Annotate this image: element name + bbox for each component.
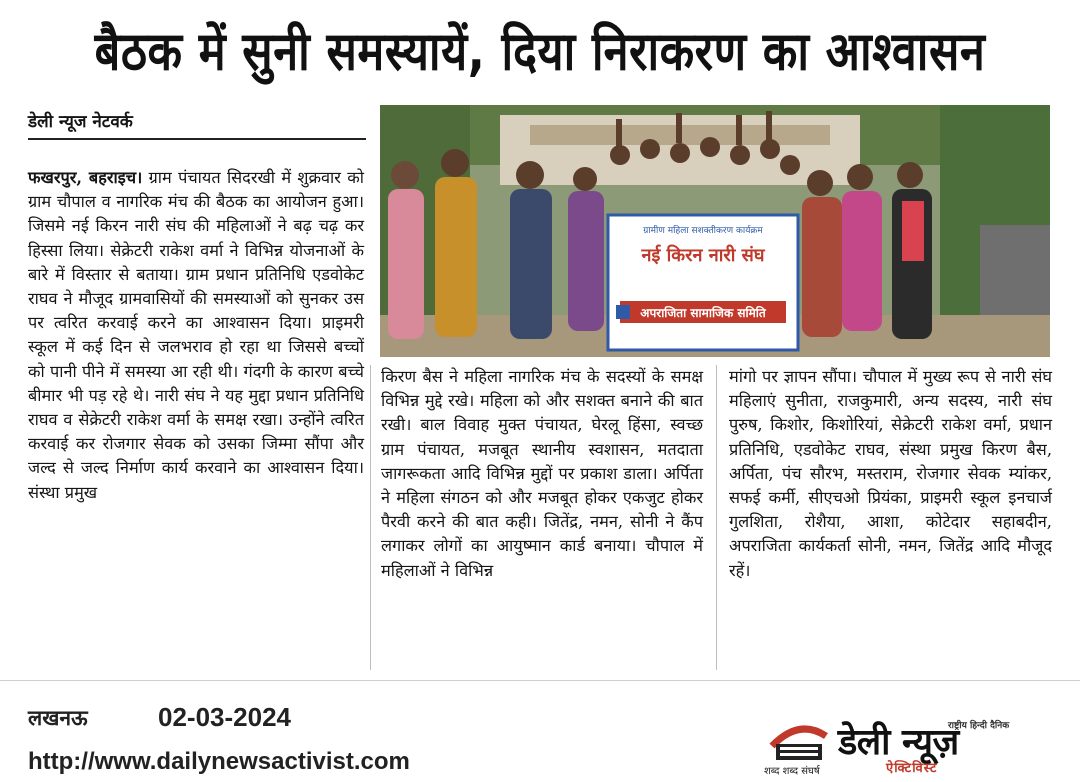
- column-1-text: ग्राम पंचायत सिदरखी में शुक्रवार को ग्राम चौपाल व नागरिक मंच की बैठक का आयोजन हुआ। जिसमे नई किरन नारी संघ की महिलाओं ने बढ़ चढ़ कर हिस्सा लिया। सेक्रेटरी राकेश वर्मा ने विभिन्न योजनाओं के बारे में विस्तार से बताया। ग्राम प्रधान प्रतिनिधि एडवोकेट राघव ने मौजूद ग्रामवासियों की समस्याओं को सुनकर उस पर त्वरित करवाई करने का आश्वासन दिया। प्राइमरी स्कूल में कई दिन से जलभराव हो रहा था जिससे बच्चों को पानी पीने में समस्या आ रही थी। गंदगी के कारण बच्चे बीमार भी पड़ रहे थे। नारी संघ ने यह मुद्दा प्रधान प्रतिनिधि राघव व सेक्रेटरी राकेश वर्मा के समक्ष रखा। उन्होंने त्वरित करवाई कर रोजगार सेवक को उसका जिम्मा सौंपा और जल्द से जल्द निर्माण कार्य करवाने का आश्वासन दिया। संस्था प्रमुख: [28, 168, 364, 502]
- banner-org: अपराजिता सामाजिक समिति: [640, 306, 766, 320]
- banner-line1: ग्रामीण महिला सशक्तीकरण कार्यक्रम: [643, 226, 763, 236]
- logo-name: डेली न्यूज़: [838, 722, 959, 763]
- logo-motto: शब्द शब्द संघर्ष: [764, 766, 820, 777]
- logo-tagline: राष्ट्रीय हिन्दी दैनिक: [948, 721, 1010, 731]
- banner-title: नई किरन नारी संघ: [641, 245, 765, 266]
- article-column-1: [28, 166, 364, 505]
- byline: डेली न्यूज नेटवर्क: [28, 112, 133, 132]
- footer-url[interactable]: http://www.dailynewsactivist.com: [28, 748, 410, 775]
- footer-city: लखनऊ: [28, 706, 88, 730]
- footer-date: 02-03-2024: [158, 702, 291, 732]
- headline: बैठक में सुनी समस्यायें, दिया निराकरण का आश्वासन: [94, 20, 986, 83]
- footer-rule: [0, 680, 1080, 681]
- byline-rule: [28, 138, 366, 140]
- column-divider: [716, 365, 717, 670]
- photo-illustration: [380, 105, 1050, 357]
- dateline: फखरपुर, बहराइच।: [28, 168, 143, 187]
- newspaper-logo-icon: [766, 716, 832, 764]
- article-column-3: मांगो पर ज्ञापन सौंपा। चौपाल में मुख्य रूप से नारी संघ महिलाएं सुनीता, राजकुमारी, अन्य सदस्य, नारी संघ पुरुष, किशोर, किशोरियां, सेक्रेटरी राकेश वर्मा, प्रधान प्रतिनिधि, एडवोकेट राघव, संस्था प्रमुख किरण बैस, अर्पिता, पंच सौरभ, मस्तराम, रोजगार सेवक म्यांकर, सफई कर्मी, सीएचओ प्रियंका, प्राइमरी स्कूल इनचार्ज गुलशिता, रोशैया, आशा, कोटेदार सहाबदीन, अपराजिता कार्यकर्ता सोनी, नमन, जितेंद्र आदि मौजूद रहें।: [729, 367, 1052, 580]
- logo-subtitle: ऐक्टिविस्ट: [886, 761, 938, 776]
- article-column-2: किरण बैस ने महिला नागरिक मंच के सदस्यों के समक्ष विभिन्न मुद्दे रखे। महिला को और सशक्त बनाने की बात रखी। बाल विवाह मुक्त पंचायत, घेरलू हिंसा, स्वच्छ ग्राम पंचायत, मजबूत स्थानीय स्वशासन, मतदाता जागरूकता आदि विभिन्न मुद्दों पर प्रकाश डाला। अर्पिता ने महिला संगठन को और मजबूत होकर एकजुट होकर पैरवी करने की बात कही। जितेंद्र, नमन, सोनी ने कैंप लगाकर लोगों का आयुष्मान कार्ड बनाया। चौपाल में महिलाओं ने विभिन्न: [381, 367, 703, 580]
- news-photo: [380, 105, 1050, 357]
- column-divider: [370, 365, 371, 670]
